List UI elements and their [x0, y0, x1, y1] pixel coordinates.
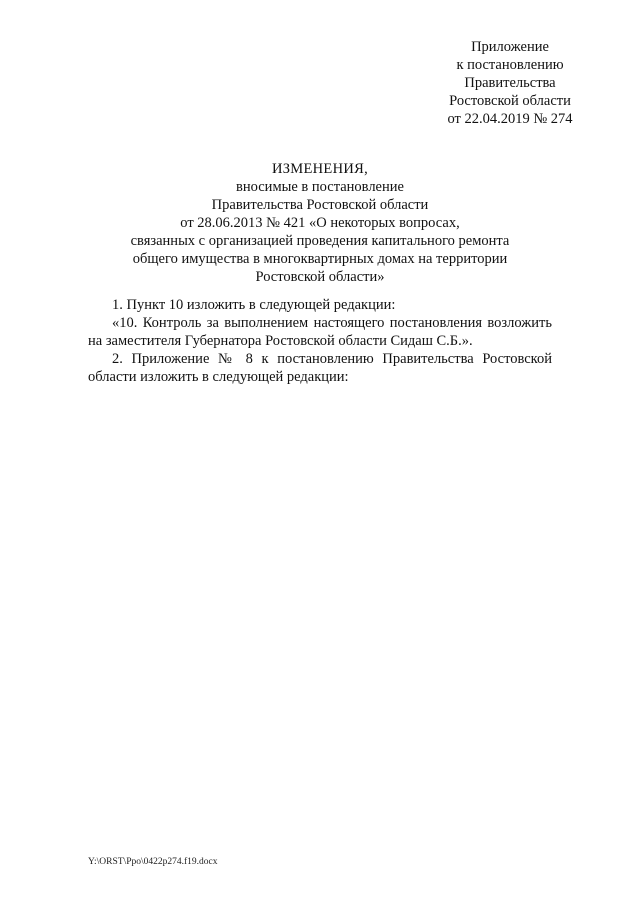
- title-line-4: связанных с организацией проведения капитального ремонта: [130, 233, 510, 249]
- paragraph-3: 2. Приложение № 8 к постановлению Правительства Ростовской области изложить в следующей редакции:: [88, 351, 552, 385]
- title-heading: ИЗМЕНЕНИЯ,: [271, 161, 369, 177]
- appendix-line-2: к постановлению: [456, 57, 564, 73]
- title-line-3: от 28.06.2013 № 421 «О некоторых вопросах,: [180, 215, 460, 231]
- title-line-5: общего имущества в многоквартирных домах на территории: [132, 251, 508, 267]
- paragraph-2: «10. Контроль за выполнением настоящего постановления возложить на заместителя Губернатора Ростовской области Сидаш С.Б.».: [88, 315, 552, 349]
- title-line-2: Правительства Ростовской области: [211, 197, 429, 213]
- file-path-footer: Y:\ORST\Ppo\0422p274.f19.docx: [88, 857, 218, 867]
- paragraph-1: 1. Пункт 10 изложить в следующей редакции:: [112, 297, 396, 313]
- title-line-1: вносимые в постановление: [236, 179, 404, 195]
- appendix-line-3: Правительства: [464, 75, 556, 91]
- appendix-header: [420, 38, 600, 128]
- document-body: [88, 296, 552, 386]
- appendix-line-1: Приложение: [471, 39, 549, 55]
- appendix-line-5: от 22.04.2019 № 274: [447, 111, 573, 127]
- title-line-6: Ростовской области»: [255, 269, 385, 285]
- document-title: [90, 160, 550, 286]
- appendix-line-4: Ростовской области: [449, 93, 571, 109]
